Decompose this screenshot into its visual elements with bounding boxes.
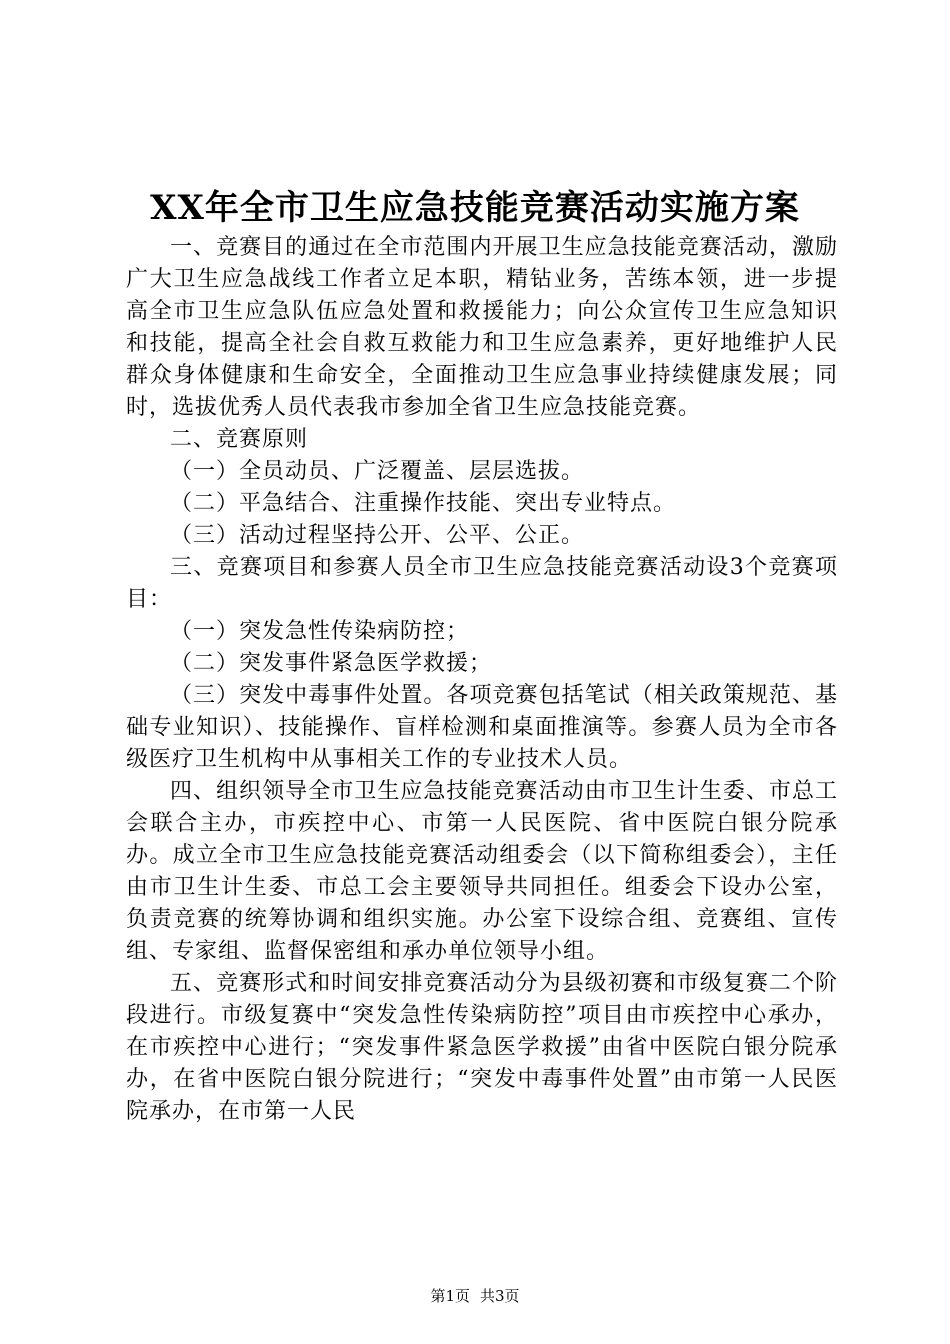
paragraph-purpose: 一、竞赛目的通过在全市范围内开展卫生应急技能竞赛活动，激励广大卫生应急战线工作者立足本职，精钻业务，苦练本领，进一步提高全市卫生应急队伍应急处置和救援能力；向公众宣传卫生应急知识和技能，提高全社会自救互救能力和卫生应急素养，更好地维护人民群众身体健康和生命安全，全面推动卫生应急事业持续健康发展；同时，选拔优秀人员代表我市参加全省卫生应急技能竞赛。 [126,235,838,420]
page-number: 第1页 [430,1287,470,1305]
paragraph-format-schedule: 五、竞赛形式和时间安排竞赛活动分为县级初赛和市级复赛二个阶段进行。市级复赛中“突发急性传染病防控”项目由市疾控中心承办，在市疾控中心进行；“突发事件紧急医学救援”由省中医院白银分院承办，在省中医院白银分院进行；“突发中毒事件处置”由市第一人民医院承办，在市第一人民 [126,971,838,1124]
paragraph-item-2: （二）突发事件紧急医学救援； [170,651,493,676]
paragraph-organization: 四、组织领导全市卫生应急技能竞赛活动由市卫生计生委、市总工会联合主办，市疾控中心、市第一人民医院、省中医院白银分院承办。成立全市卫生应急技能竞赛活动组委会（以下简称组委会），主任由市卫生计生委、市总工会主要领导共同担任。组委会下设办公室，负责竞赛的统筹协调和组织实施。办公室下设综合组、竞赛组、宣传组、专家组、监督保密组和承办单位领导小组。 [126,779,838,964]
paragraph-item-3: （三）突发中毒事件处置。各项竞赛包括笔试（相关政策规范、基础专业知识）、技能操作、盲样检测和桌面推演等。参赛人员为全市各级医疗卫生机构中从事相关工作的专业技术人员。 [126,683,838,772]
document-title: XX年全市卫生应急技能竞赛活动实施方案 [150,188,800,228]
paragraph-principle-2: （二）平急结合、注重操作技能、突出专业特点。 [170,491,677,516]
paragraph-principle-3: （三）活动过程坚持公开、公平、公正。 [170,523,585,548]
page-footer [0,1286,950,1306]
document-body [126,232,838,1128]
paragraph-principle-1: （一）全员动员、广泛覆盖、层层选拔。 [170,459,585,484]
paragraph-item-1: （一）突发急性传染病防控； [170,619,470,644]
paragraph-items-participants: 三、竞赛项目和参赛人员全市卫生应急技能竞赛活动设3个竞赛项目： [126,555,838,612]
paragraph-principles-heading: 二、竞赛原则 [170,427,309,452]
page-total: 共3页 [480,1287,520,1305]
